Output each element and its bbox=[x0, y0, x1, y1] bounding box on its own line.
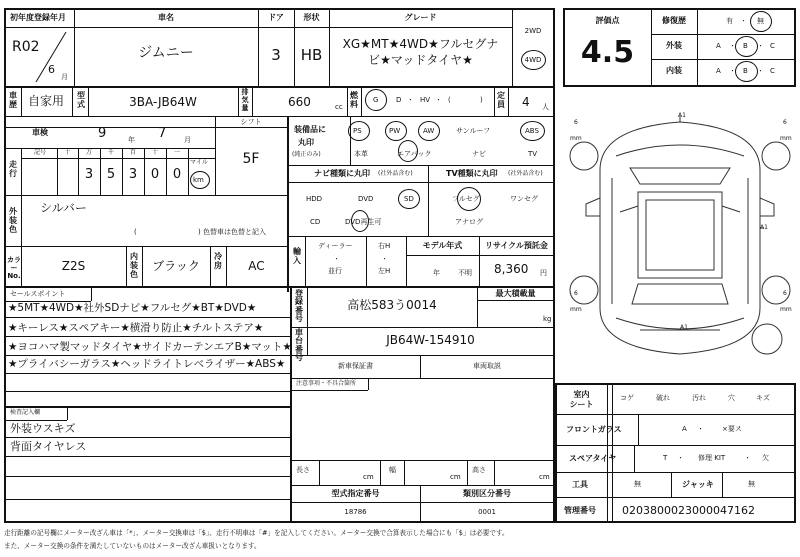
digit-label-1: 十 bbox=[64, 149, 71, 156]
fuel-d: D bbox=[396, 96, 402, 104]
reg-era: R02 bbox=[12, 39, 40, 55]
recycle-unit: 円 bbox=[540, 269, 547, 277]
mileage-symbol-label: 記号 bbox=[34, 149, 47, 156]
tools-value: 無 bbox=[634, 480, 641, 488]
drive-4wd: 4WD bbox=[524, 56, 542, 64]
shape-value: HB bbox=[300, 46, 323, 64]
tire-rr-unit: mm bbox=[780, 306, 792, 313]
capacity-value: 4 bbox=[522, 95, 530, 109]
displacement-unit: cc bbox=[335, 103, 343, 111]
inspector-note-1: 外装ウスキズ bbox=[10, 422, 76, 435]
chassis-value: JB64W-154910 bbox=[386, 333, 475, 347]
dim-height-unit: cm bbox=[539, 473, 550, 481]
equip-ps: PS bbox=[353, 127, 362, 135]
navi-sd: SD bbox=[404, 195, 414, 203]
repair-yes: 有 bbox=[726, 17, 733, 25]
mileage-label: 走 行 bbox=[9, 160, 17, 179]
max-load-label: 最大積載量 bbox=[495, 289, 536, 298]
spare-opt-dot: ・ bbox=[677, 454, 684, 462]
tv-title: TV種類に丸印 bbox=[446, 169, 498, 178]
displacement-value: 660 bbox=[288, 95, 311, 109]
sales-point-2: ★キーレス★スペアキー★横滑り防止★チルトステア★ bbox=[8, 322, 264, 334]
import-parallel: 並行 bbox=[328, 267, 342, 275]
damage-mark-1: A1 bbox=[678, 112, 686, 119]
spare-opt-kit: 修理 KIT bbox=[698, 454, 726, 462]
car-diagram bbox=[560, 108, 800, 373]
model-label: 型 式 bbox=[77, 91, 85, 110]
fuel-open: ( bbox=[448, 96, 451, 104]
dim-length-unit: cm bbox=[363, 473, 374, 481]
grade-line1: XG★MT★4WD★フルセグナ bbox=[342, 37, 499, 51]
mileage-unit-km: km bbox=[193, 176, 204, 184]
mileage-digit-6: 0 bbox=[172, 167, 182, 182]
equipment-label-1: 装備品に bbox=[294, 125, 326, 134]
tire-rr-value: 6 bbox=[783, 290, 787, 297]
management-no-label: 管理番号 bbox=[564, 506, 596, 515]
warranty-new-car: 新車保証書 bbox=[338, 362, 373, 370]
equip-tv: TV bbox=[528, 150, 538, 158]
model-year-label: モデル年式 bbox=[422, 241, 463, 250]
shift-value: 5F bbox=[242, 151, 260, 167]
tire-fr-unit: mm bbox=[780, 135, 792, 142]
fuel-g: G bbox=[373, 96, 379, 104]
score-value: 4.5 bbox=[580, 35, 635, 70]
inspection-year: 9 bbox=[98, 126, 107, 141]
fuel-close: ) bbox=[480, 96, 483, 104]
tire-fl-unit: mm bbox=[570, 135, 582, 142]
interior-dot2: ・ bbox=[757, 67, 764, 75]
management-no-value: 0203800023000047162 bbox=[622, 504, 755, 517]
equipment-label-3: (純正のみ) bbox=[292, 151, 321, 158]
doors-label: ドア bbox=[268, 13, 284, 22]
interior-color-value: ブラック bbox=[152, 259, 200, 273]
inspection-month: 7 bbox=[158, 126, 167, 141]
navi-dvdplay: DVD再生可 bbox=[345, 218, 382, 226]
windshield-opt-dot: ・ bbox=[697, 425, 704, 433]
fuel-dot: ・ bbox=[407, 96, 414, 104]
interior-color-label: 内 装 色 bbox=[130, 252, 138, 280]
spare-opt-dot2: ・ bbox=[744, 454, 751, 462]
model-year-unknown: 不明 bbox=[458, 269, 472, 277]
ac-value: AC bbox=[248, 259, 265, 273]
jack-value: 無 bbox=[748, 480, 755, 488]
equip-leather: 本革 bbox=[354, 150, 368, 158]
damage-mark-3: A1 bbox=[680, 324, 688, 331]
seat-opt-5: キズ bbox=[756, 394, 770, 402]
recycle-label: リサイクル預託金 bbox=[485, 241, 548, 250]
car-name-label: 車名 bbox=[158, 13, 174, 22]
tire-rl-unit: mm bbox=[570, 306, 582, 313]
seat-opt-4: 穴 bbox=[728, 394, 735, 402]
import-dealer: ディーラー bbox=[318, 242, 353, 250]
max-load-unit: kg bbox=[543, 315, 552, 323]
drive-2wd: 2WD bbox=[524, 27, 542, 35]
equip-pw: PW bbox=[389, 127, 401, 135]
exterior-color-value: シルバー bbox=[40, 201, 87, 215]
shift-label: シフト bbox=[240, 118, 262, 126]
exterior-grade-c: C bbox=[770, 42, 775, 50]
equip-aw: AW bbox=[423, 127, 435, 135]
tv-oneseg: ワンセグ bbox=[510, 195, 538, 203]
exterior-color-note: ) 色替車は色替と記入 bbox=[198, 228, 266, 236]
grade-label: グレード bbox=[404, 13, 437, 22]
dim-length: 長さ bbox=[296, 466, 310, 474]
displacement-label: 排 気 量 bbox=[241, 88, 249, 113]
reg-month: 6 bbox=[48, 63, 55, 76]
repair-no: 無 bbox=[757, 17, 764, 25]
spare-tire-label: スペアタイヤ bbox=[569, 454, 617, 463]
jack-label: ジャッキ bbox=[682, 480, 714, 489]
exterior-grade-a: A bbox=[716, 42, 721, 50]
grade-line2: ビ★マッドタイヤ★ bbox=[368, 53, 473, 67]
tire-rl-value: 6 bbox=[574, 290, 578, 297]
capacity-label: 定 員 bbox=[497, 91, 505, 110]
exterior-grade-b: B bbox=[743, 42, 748, 50]
navi-note: (社外品含む) bbox=[378, 170, 413, 177]
inspection-label: 車検 bbox=[32, 128, 48, 137]
sales-point-1: ★5MT★4WD★社外SDナビ★フルセグ★BT★DVD★ bbox=[8, 302, 257, 314]
spare-opt-t: T bbox=[663, 454, 668, 462]
navi-cd: CD bbox=[310, 218, 321, 226]
digit-label-6: 一 bbox=[173, 149, 180, 156]
color-no-label: カラーNo. bbox=[7, 256, 21, 281]
spare-opt-none: 欠 bbox=[762, 454, 769, 462]
warranty-manual: 車両取説 bbox=[473, 362, 501, 370]
navi-dvd: DVD bbox=[358, 195, 374, 203]
footer-note-1: 走行距離の記号欄にメーター改ざん車は「*」、メーター交換車は「$」、走行不明車は「#」を記入してください。メーター交換で合算表示した場合にも「$」は必要です。 bbox=[4, 529, 509, 537]
tv-analog: アナログ bbox=[455, 218, 483, 226]
color-no-value: Z2S bbox=[61, 259, 86, 273]
sales-points-label: セールスポイント bbox=[10, 290, 66, 298]
fuel-dot2: ・ bbox=[435, 96, 442, 104]
damage-mark-2: A1 bbox=[760, 224, 768, 231]
windshield-opt-a: A bbox=[682, 425, 687, 433]
fuel-label: 燃 料 bbox=[350, 91, 358, 110]
shape-label: 形状 bbox=[303, 13, 320, 22]
interior-grade-label: 内装 bbox=[666, 66, 682, 75]
footer-note-2: また、メーター交換の条件を満たしていないものはメーター改ざん車扱いとなります。 bbox=[4, 542, 261, 550]
usage-value: 自家用 bbox=[28, 94, 65, 108]
digit-label-4: 百 bbox=[129, 149, 136, 156]
first-reg-label: 初年度登録年月 bbox=[10, 13, 66, 22]
seat-opt-1: コゲ bbox=[620, 394, 634, 402]
interior-grade-a: A bbox=[716, 67, 721, 75]
tire-fl-value: 6 bbox=[574, 119, 578, 126]
plate-label: 登 録 番 号 bbox=[295, 289, 303, 324]
digit-label-3: 千 bbox=[107, 149, 114, 156]
seat-opt-3: 汚れ bbox=[692, 394, 706, 402]
type-designation-label: 型式指定番号 bbox=[331, 489, 380, 498]
repair-dot: ・ bbox=[740, 17, 747, 25]
mileage-unit-mile: マイル bbox=[190, 159, 208, 166]
import-dot: ・ bbox=[333, 255, 340, 263]
usage-label: 車 歴 bbox=[9, 91, 17, 110]
sales-point-4: ★プライバシーガラス★ヘッドライトレベライザー★ABS★ bbox=[8, 358, 286, 370]
tools-label: 工具 bbox=[572, 480, 588, 489]
dim-width: 幅 bbox=[389, 466, 396, 474]
chassis-label: 車 台 番 号 bbox=[295, 328, 303, 363]
equip-abs: ABS bbox=[525, 127, 539, 135]
import-right: 右H bbox=[378, 242, 391, 250]
capacity-unit: 人 bbox=[542, 103, 549, 111]
equip-airbag: エアバック bbox=[397, 150, 432, 158]
interior-grade-c: C bbox=[770, 67, 775, 75]
car-name: ジムニー bbox=[138, 45, 194, 61]
exterior-color-label: 外 装 色 bbox=[9, 207, 17, 235]
interior-grade-b: B bbox=[743, 67, 748, 75]
repair-label: 修復歴 bbox=[662, 16, 686, 25]
exterior-dot: ・ bbox=[729, 42, 736, 50]
reg-month-unit: 月 bbox=[61, 73, 68, 81]
inspector-notes-label: 検査記入欄 bbox=[10, 409, 41, 416]
mileage-digit-4: 3 bbox=[128, 167, 138, 182]
navi-title: ナビ種類に丸印 bbox=[314, 169, 370, 178]
windshield-label: フロントガラス bbox=[566, 425, 622, 434]
import-dot2: ・ bbox=[381, 255, 388, 263]
windshield-opt-x: ×要ス bbox=[722, 425, 742, 433]
dim-height: 高さ bbox=[472, 466, 486, 474]
fuel-hv: HV bbox=[420, 96, 431, 104]
mileage-digit-2: 3 bbox=[84, 167, 94, 182]
plate-value: 高松583う0014 bbox=[347, 298, 437, 312]
model-year-unit: 年 bbox=[433, 269, 440, 277]
category-label: 類別区分番号 bbox=[463, 489, 511, 498]
equip-sunroof: サンルーフ bbox=[456, 127, 491, 135]
digit-label-5: 十 bbox=[151, 149, 158, 156]
tv-note: (社外品含む) bbox=[508, 170, 543, 177]
recycle-value: 8,360 bbox=[494, 262, 529, 276]
score-label: 評価点 bbox=[595, 16, 620, 25]
interior-dot: ・ bbox=[729, 67, 736, 75]
ac-label: 冷 房 bbox=[214, 252, 222, 271]
import-label: 輸 入 bbox=[293, 247, 301, 266]
dim-width-unit: cm bbox=[450, 473, 461, 481]
exterior-color-open: ( bbox=[134, 228, 137, 236]
mileage-digit-3: 5 bbox=[106, 167, 116, 182]
digit-label-2: 万 bbox=[85, 149, 92, 156]
mileage-digit-5: 0 bbox=[150, 167, 160, 182]
category-value: 0001 bbox=[478, 508, 496, 516]
model-value: 3BA-JB64W bbox=[129, 95, 197, 109]
equipment-label-2: 丸印 bbox=[298, 138, 314, 147]
notes-label: 注意事項・不具合箇所 bbox=[296, 380, 357, 387]
exterior-dot2: ・ bbox=[757, 42, 764, 50]
inspection-month-unit: 月 bbox=[184, 136, 191, 144]
inspection-year-unit: 年 bbox=[128, 136, 135, 144]
sales-point-3: ★ヨコハマ製マッドタイヤ★サイドカーテンエアB★マット★ bbox=[8, 341, 292, 353]
seat-opt-2: 破れ bbox=[656, 394, 670, 402]
navi-hdd: HDD bbox=[306, 195, 323, 203]
equip-navi: ナビ bbox=[472, 150, 486, 158]
type-designation-value: 18786 bbox=[344, 508, 367, 516]
inspector-note-2: 背面タイヤレス bbox=[10, 440, 87, 453]
tv-fullseg: フルセグ bbox=[452, 195, 480, 203]
import-left: 左H bbox=[378, 267, 391, 275]
interior-seat-label: 室内 シート bbox=[569, 390, 594, 409]
doors-value: 3 bbox=[271, 46, 281, 64]
exterior-grade-label: 外装 bbox=[666, 41, 682, 50]
tire-fr-value: 6 bbox=[783, 119, 787, 126]
